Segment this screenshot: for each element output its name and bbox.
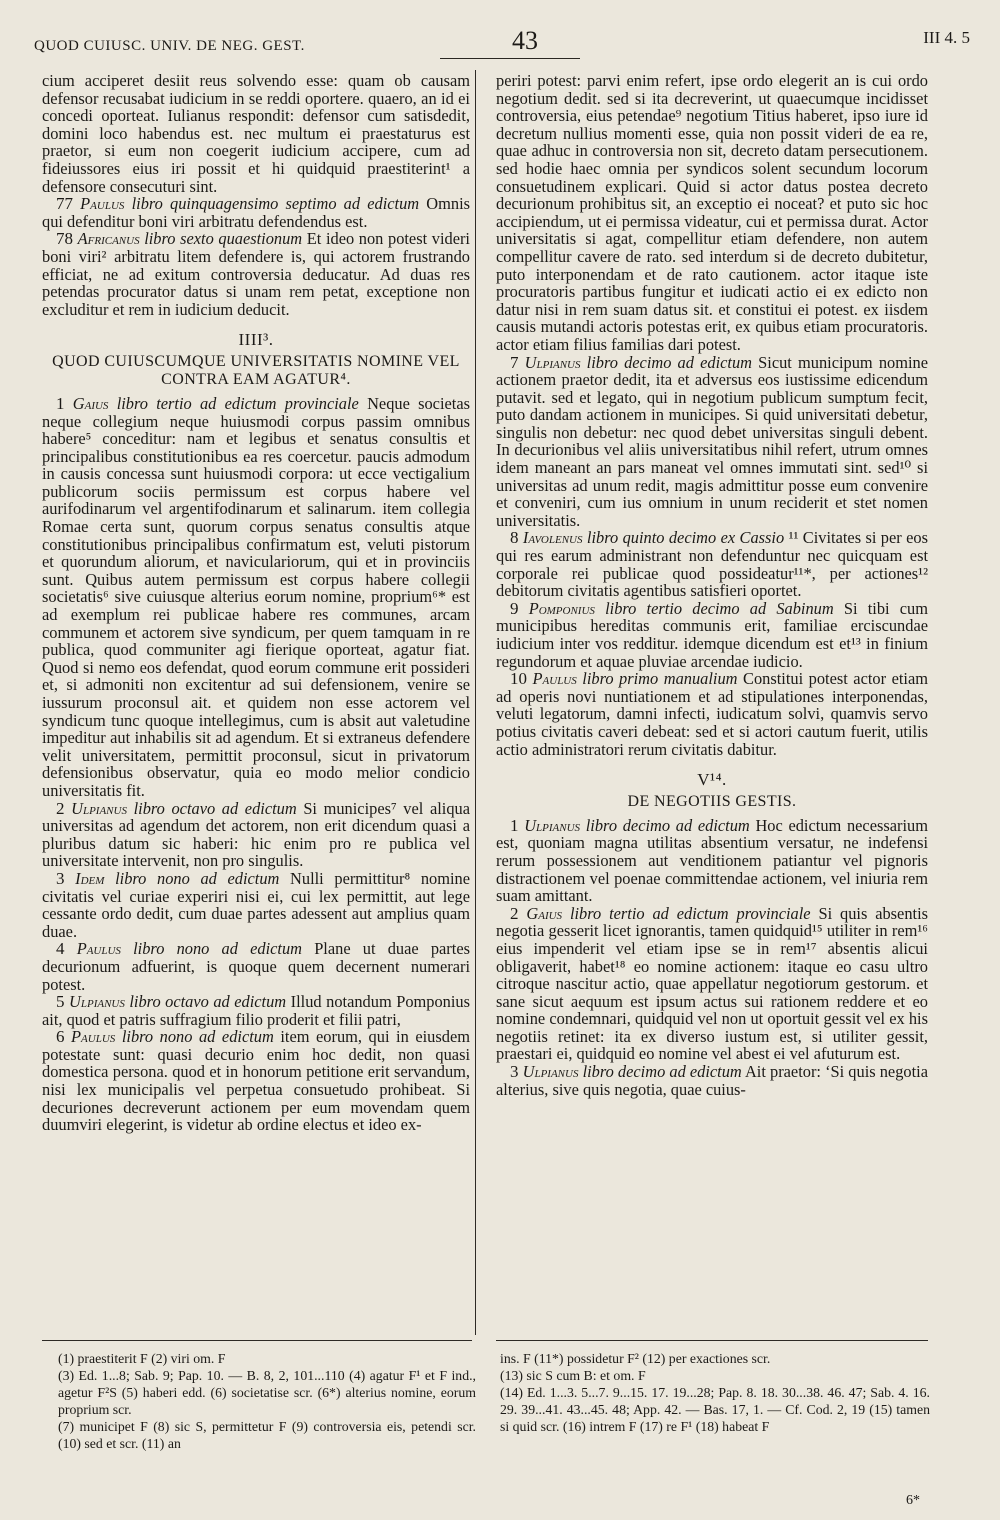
jurist-name: Iavolenus bbox=[522, 528, 583, 548]
page-number: 43 bbox=[512, 26, 538, 55]
source-work: libro decimo ad edictum bbox=[585, 815, 750, 835]
jurist-name: Ulpianus bbox=[524, 352, 581, 372]
source-work: libro nono ad edictum bbox=[121, 1027, 274, 1047]
fragment-text: Constitui potest actor etiam ad operis novi nuntiationem et ad stipulationes interponendas, veluti legatorum, damni infecti, iudicatum solvi, quamvis servo potius civitatis caveri debeat: sed et si actori cautum fuerit, utilis actio administratori rerum civitatis dabitur. bbox=[496, 669, 928, 759]
fragment-g3 bbox=[496, 1063, 928, 1098]
fragment-number: 3 bbox=[56, 868, 65, 888]
fragment-text: Plane ut duae partes decurionum adfuerint, is quoque quem decernent numerari potest. bbox=[42, 939, 470, 994]
jurist-name: Africanus bbox=[77, 229, 140, 249]
fragment-text: Si quis absentis negotia gesserit licet ignorantis, tamen quidquid¹⁵ utiliter in rem¹⁶ eius impenderit vel etiam ipse se in rem¹⁷ absentis alicui obligaverit, habet¹⁸ eo nomine actionem: itaque eo casu ultro citroque nascitur actio, quae appellatur negotiorum gestorum. et sane sicut aequum est ipsum actus sui rationem reddere et eo nomine condemnari, quidquid vel non ut oportuit gessit vel ex his negotiis retinet: ita ex diverso iustum est, si utiliter gessit, praestari ei, quidquid eo nomine vel abest ei vel afuturum est. bbox=[496, 903, 929, 1064]
jurist-name: Paulus bbox=[71, 1027, 116, 1047]
fragment-6 bbox=[42, 1028, 470, 1134]
source-work: libro octavo ad edictum bbox=[129, 992, 287, 1012]
fragment-text: Ait praetor: ‘Si quis negotia alterius, sive quis negotia, quae cuius- bbox=[496, 1062, 928, 1099]
header-rule bbox=[440, 58, 580, 59]
fragment-text: Omnis qui defenditur boni viri arbitratu defendendus est. bbox=[42, 194, 471, 231]
source-work: libro quinto decimo ex Cassio bbox=[586, 528, 785, 548]
jurist-name: Ulpianus bbox=[69, 992, 125, 1012]
source-work: libro tertio ad edictum provinciale bbox=[116, 393, 359, 413]
jurist-name: Paulus bbox=[532, 669, 577, 689]
footnote-rule bbox=[42, 1340, 472, 1341]
footnote-line: ins. F (11*) possidetur F² (12) per exactiones scr. bbox=[500, 1351, 771, 1366]
source-work: libro primo manualium bbox=[582, 669, 738, 689]
fragment-g1 bbox=[496, 817, 928, 905]
continued-paragraph: cium acciperet desiit reus solvendo esse: quam ob causam defensor recusabat iudicium in se reddi oportere. quaero, an id ei concedi oporteat. Iulianus respondit: defensor cum satisdedit, domini loco habendus est. nec multum ei praestaturus est praetor, si eum non coegerit iudicium accipere, cum ad fideiussores eius iri possit et hi quidquid praestiterint¹ a defensore consecuturi sint. bbox=[42, 71, 470, 196]
jurist-name: Gaius bbox=[526, 903, 563, 923]
footnotes-right bbox=[500, 1350, 930, 1435]
fragment-text: Illud notandum Pomponius ait, quod et patris suffragium filio proderit et filii patri, bbox=[42, 992, 470, 1029]
fragment-10 bbox=[496, 670, 928, 758]
fragment-text: Et ideo non potest videri boni viri² arbitratu litem defendere is, qui actorem frustrando efficiat, ne ad exitum controversia deducatur. Ad duas res petendas procurator datus si unam rem petat, exceptione non excluditur et rem in iudicium deducit. bbox=[42, 229, 470, 319]
fragment-78 bbox=[42, 230, 470, 318]
fragment-number: 1 bbox=[56, 393, 65, 413]
source-work: libro decimo ad edictum bbox=[582, 1062, 742, 1082]
jurist-name: Paulus bbox=[80, 194, 125, 214]
source-work: libro octavo ad edictum bbox=[133, 798, 297, 818]
fragment-number: 77 bbox=[56, 194, 73, 214]
jurist-name: Ulpianus bbox=[71, 798, 127, 818]
jurist-name: Ulpianus bbox=[522, 1062, 579, 1082]
column-divider bbox=[475, 70, 476, 1335]
fragment-number: 8 bbox=[510, 528, 519, 548]
fragment-text: Nulli permittitur⁸ nomine civitatis vel curiae experiri nisi ei, cui lex permittit, aut lege cessante ordo dedit, cum duae partes adessent aut amplius quam duae. bbox=[42, 868, 470, 941]
source-work: libro sexto quaestionum bbox=[144, 229, 303, 249]
fragment-text: Sicut municipum nomine actionem praetor dedit, ita et adversus eos iustissime edicendum putavit. sed et legato, qui in negotium publicum sumptum fecit, puto dandam actionem in municipes. Si quid universitati debetur, singulis non debetur: nec quod debet universitas singuli debent. In decurionibus vel aliis universitatibus nihil refert, utrum omnes idem maneant an pars maneat vel omnes immutati sint. sed¹⁰ si universitas ad unum redit, magis admittitur posse eum convenire et conveniri, cum ius omnium in unum reciderit et stet nomen universitatis. bbox=[496, 352, 928, 530]
fragment-text: Neque societas neque collegium neque huiusmodi corpus passim omnibus habere⁵ conceditur: nam et legibus et senatus consultis et principalibus constitutionibus ea res coercetur. paucis admodum in causis concessa sunt huiusmodi corpora: ut ecce vectigalium publicorum sociis permissum est corpus habere vel aurifodinarum vel argentifodinarum et salinarum. item collegia Romae certa sunt, quorum corpus senatus consultis atque constitutionibus principalibus confirmatum est, veluti pistorum et quorundum aliorum, et naviculariorum, qui et in provinciis sunt. Quibus autem permissum est corpus habere collegii societatis⁶ sive cuiusque alterius eorum nomine, proprium⁶* est ad exemplum rei publicae habere res communes, arcam communem et actorem sive syndicum, per quem tamquam in re publica, quod communiter agi fierique oporteat, agatur fiat. Quod si nemo eos defendat, quod eorum commune erit possideri et, si admoniti non excitentur ad sui defensionem, venire se iussurum proconsul ait. et quidem non esse actorem vel syndicum tunc quoque intellegimus, cum is absit aut valetudine impeditur aut inhabilis sit ad agendum. Et si extraneus defendere velit universitatem, permittit proconsul, sicut in privatorum defensionibus observatur, quia eo modo melior condicio universitatis fit. bbox=[42, 393, 470, 800]
fragment-number: 9 bbox=[510, 598, 519, 618]
fragment-number: 5 bbox=[56, 992, 65, 1012]
footnote-rule bbox=[496, 1340, 928, 1341]
fragment-text: ¹¹ Civitates si per eos qui res earum administrant non defenduntur nec quicquam est corporale rei publicae quod possideatur¹¹*, per actiones¹² debitorum civitatis agentibus satisfieri oportet. bbox=[496, 528, 928, 601]
fragment-text: Si municipes⁷ vel aliqua universitas ad agendum det actorem, non erit dicendum quasi a pluribus datum sic haberi: hic enim pro re publica vel universitate intervenit, non pro singulis. bbox=[42, 798, 470, 871]
fragment-4 bbox=[42, 940, 470, 993]
title-number: V¹⁴. bbox=[697, 770, 727, 790]
jurist-name: Paulus bbox=[76, 939, 121, 959]
source-work: libro nono ad edictum bbox=[133, 939, 302, 959]
source-work: libro decimo ad edictum bbox=[586, 352, 752, 372]
title-heading: QUOD CUIUSCUMQUE UNIVERSITATIS NOMINE VEL CONTRA EAM AGATUR⁴. bbox=[52, 352, 460, 388]
fragment-text: item eorum, qui in eiusdem potestate sunt: quasi decurio enim hoc dedit, non quasi domestica persona. quod et in honorum petitione erit servandum, nisi lex municipalis vel perpetua consuetudo prohibeat. Si decuriones decreverunt actionem per eum movendam quem duumviri elegerint, is videtur ab ordine electus et ideo ex- bbox=[42, 1027, 470, 1135]
fragment-number: 4 bbox=[56, 939, 65, 959]
fragment-number: 7 bbox=[510, 352, 519, 372]
fragment-1 bbox=[42, 395, 470, 800]
jurist-name: Idem bbox=[75, 868, 105, 888]
fragment-7 bbox=[496, 354, 928, 530]
footnote-line: (3) Ed. 1...8; Sab. 9; Pap. 10. — B. 8, 2, 101...110 (4) agatur F¹ et F ind., agetur F²S (5) haberi edd. (6) societatise scr. (6*) alterius nomine, eorum proprium scr. bbox=[58, 1368, 476, 1417]
jurist-name: Gaius bbox=[72, 393, 109, 413]
section-reference: III 4. 5 bbox=[923, 28, 970, 47]
footnotes-left bbox=[58, 1350, 476, 1452]
fragment-9 bbox=[496, 600, 928, 670]
footnote-line: (7) municipet F (8) sic S, permittetur F (9) controversia eis, petendi scr. (10) sed et scr. (11) an bbox=[58, 1419, 476, 1451]
footnote-line: (14) Ed. 1...3. 5...7. 9...15. 17. 19...28; Pap. 8. 18. 30...38. 46. 47; Sab. 4. 16. 29. 39...41. 43...45. 48; App. 42. — Bas. 17, 1. — Cf. Cod. 2, 19 (15) tamen si quid scr. (16) intrem F (17) re F¹ (18) habeat F bbox=[500, 1385, 930, 1434]
fragment-number: 78 bbox=[56, 229, 73, 249]
title-number: IIII³. bbox=[238, 330, 274, 350]
left-column bbox=[42, 72, 470, 1134]
source-work: libro tertio decimo ad Sabinum bbox=[605, 598, 834, 618]
fragment-number: 10 bbox=[510, 669, 527, 689]
right-column bbox=[496, 72, 928, 1098]
fragment-number: 3 bbox=[510, 1062, 519, 1082]
fragment-number: 2 bbox=[56, 798, 65, 818]
source-work: libro quinquagensimo septimo ad edictum bbox=[131, 194, 420, 214]
footnote-line: (13) sic S cum B: et om. F bbox=[500, 1368, 646, 1383]
fragment-number: 2 bbox=[510, 903, 519, 923]
running-header bbox=[30, 18, 970, 68]
fragment-number: 1 bbox=[510, 815, 519, 835]
fragment-number: 6 bbox=[56, 1027, 65, 1047]
fragment-77 bbox=[42, 195, 470, 230]
source-work: libro tertio ad edictum provinciale bbox=[569, 903, 811, 923]
continued-paragraph: periri potest: parvi enim refert, ipse ordo elegerit an is cui ordo negotium dedit. sed si ita decreverint, ut quaecumque incidisset controversia, eius petendae⁹ negotium Titius haberet, ipso iure id decretum nullius momenti esse, quia non possit videri de ea re, quae adhuc in controversia non sit, decreto datam persecutionem. sed hodie haec omnia per syndicos solent secundum locorum consuetudinem explicari. Quid si actor datus postea decreto decurionum prohibitus sit, an exceptio ei noceat? et puto sic hoc accipiendum, ut ei permissa videatur, cui et permissa durat. Actor universitatis si agat, compellitur etiam defendere, non autem compellitur cavere de rato. sed interdum si de decreto dubitetur, puto interponendam et de rato cautionem. actor itaque iste procuratoris partibus fungitur et iudicati actio ei ex edicto non datur nisi in rem suam datus sit. et constitui ei potest. ex iisdem causis mutandi actoris potestas erit, ex quibus etiam procuratoris. actor etiam filius familias dari potest. bbox=[496, 71, 928, 354]
footnote-line: (1) praestiterit F (2) viri om. F bbox=[58, 1351, 226, 1366]
jurist-name: Ulpianus bbox=[524, 815, 581, 835]
title-heading: DE NEGOTIIS GESTIS. bbox=[627, 792, 797, 810]
source-work: libro nono ad edictum bbox=[115, 868, 280, 888]
fragment-8 bbox=[496, 529, 928, 599]
running-title: QUOD CUIUSC. UNIV. DE NEG. GEST. bbox=[34, 38, 305, 54]
fragment-text: Hoc edictum necessarium est, quoniam magna utilitas absentium versatur, ne indefensi rerum possessionem aut venditionem patiantur vel pignoris distractionem vel poenae committendae actionem, vel iniuria rem suam amittant. bbox=[496, 815, 928, 906]
fragment-2 bbox=[42, 800, 470, 870]
fragment-3 bbox=[42, 870, 470, 940]
signature-mark: 6* bbox=[906, 1493, 920, 1508]
fragment-text: Si tibi cum municipibus hereditas communis erit, familiae erciscundae iudicium inter vos redditur. idemque dicendum est et¹³ in finium regundorum et aquae pluviae arcendae iudicio. bbox=[496, 598, 928, 671]
fragment-g2 bbox=[496, 905, 928, 1063]
fragment-5 bbox=[42, 993, 470, 1028]
jurist-name: Pomponius bbox=[528, 598, 595, 618]
